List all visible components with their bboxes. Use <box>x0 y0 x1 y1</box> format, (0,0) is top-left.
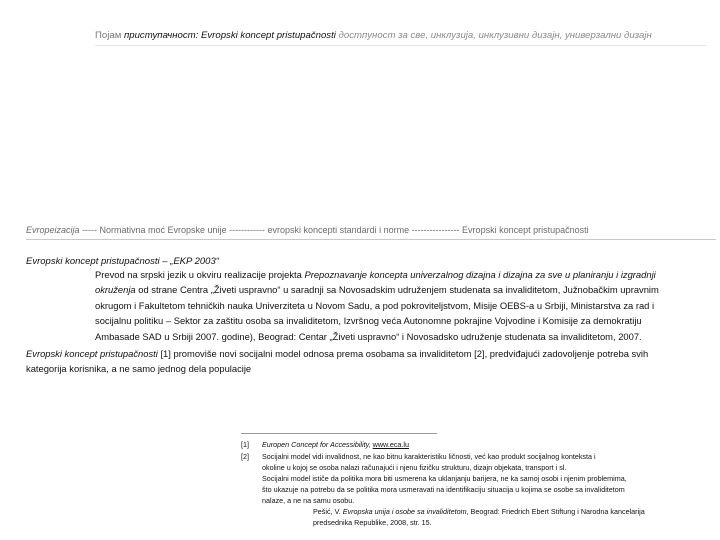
paragraph-line <box>95 267 715 282</box>
paragraph-project-title: Prepoznavanje koncepta univerzalnog dizajna i dizajna za sve u planiranju i izgradnji <box>304 269 656 280</box>
footnote-1-text: Europen Concept for Accessibility, <box>262 440 373 449</box>
body-line <box>26 346 716 361</box>
body-text <box>26 346 716 377</box>
body-line: kategorija korisnika, a ne samo jednog dela populacije <box>26 363 252 375</box>
section-title <box>26 256 219 267</box>
footnote-2-line: okoline u kojoj se osoba nalazi računajući i njenu fizičku strukturu, dizajn objekata, transport i sl. <box>262 463 567 472</box>
footnote-2-line: Socijalni model ističe da politika mora biti usmerena ka uklanjanju barijera, ne ka samoj osobi i njenim problemima, <box>262 474 627 483</box>
header-rule <box>95 45 707 46</box>
citation-publisher: , Beograd: Friedrich Ebert Stiftung i Narodna kancelarija <box>466 507 645 516</box>
header-keywords: достпуност за све, инклузија, инклузивни дизајн, универзални дизајн <box>335 30 652 41</box>
concept-chain <box>26 225 589 235</box>
chain-term: Evropeizacija <box>26 225 80 235</box>
footnote-2-line: što ukazuje na potrebu da se politika mora usmeravati na identifikaciju situacija u kojima se osobe sa invaliditetom <box>262 485 625 494</box>
page-header <box>95 30 652 41</box>
chain-rest: ----- Normativna moć Evropske unije ------------ evropski koncepti standardi i norme ---------------- Evropski koncept pristupačnosti <box>79 225 589 235</box>
footnote-rule <box>241 433 437 434</box>
citation-line <box>313 506 645 517</box>
citation-title: Evropska unija i osobe sa invaliditetom <box>342 507 467 516</box>
section-title-ref: „EKP 2003“ <box>170 256 219 267</box>
paragraph-line-2b: od strane Centra „Živeti uspravno“ u saradnji sa Novosadskim udruženjem studenata sa invaliditetom, Južnobačkim upravnim <box>135 284 659 296</box>
section-title-separator: – <box>159 256 171 267</box>
paragraph-line: Ambasade SAD u Srbiji 2007. godine), Beograd: Centar „Živeti uspravno“ i Novosadsko udruženje studenata sa invaliditetom, 2007. <box>95 330 642 342</box>
footnote-2-line: Socijalni model vidi invalidnost, ne kao bitnu karakteristiku ličnosti, već kao produkt socijalnog konteksta i <box>262 452 596 461</box>
footnote-1 <box>262 439 409 450</box>
section-title-text: Evropski koncept pristupačnosti <box>26 256 160 267</box>
paragraph-project-title-end: okruženja <box>95 284 136 296</box>
paragraph-line-1a: Prevod na srpski jezik u okviru realizacije projekta <box>95 269 305 280</box>
header-concept: : Evropski koncept pristupačnosti <box>195 30 336 41</box>
translation-paragraph <box>95 267 715 344</box>
footnote-number-1: [1] <box>241 440 249 449</box>
paragraph-line: socijalnu politiku – Sektor za zaštitu osoba sa invaliditetom, Izvršnog veća Autonomne pokrajine Vojvodine i Komisije za demokratiju <box>95 315 642 327</box>
citation-line: predsednika Republike, 2008, str. 15. <box>313 518 432 527</box>
body-line-1b: [1] promoviše novi socijalni model odnosa prema osobama sa invaliditetom [2], predviđajući zadovoljenje potreba svih <box>157 348 649 359</box>
footnote-1-link[interactable]: www.eca.lu <box>372 440 410 449</box>
paragraph-line: okrugom i Fakultetom tehničkih nauka Univerziteta u Novom Sadu, a pod pokroviteljstvom, Misije OEBS-a u Srbiji, Ministarstva za rad i <box>95 299 655 311</box>
paragraph-line <box>95 282 715 297</box>
footnote-2-line: nalaze, a ne na samu osobu. <box>262 496 355 505</box>
body-concept: Evropski koncept pristupačnosti <box>26 348 158 359</box>
footnote-number-2: [2] <box>241 452 249 461</box>
citation-author: Pešić, V. <box>313 507 343 516</box>
header-lead: Појам <box>95 30 124 41</box>
header-term: приступачност <box>123 30 196 41</box>
chain-rule <box>26 239 716 240</box>
